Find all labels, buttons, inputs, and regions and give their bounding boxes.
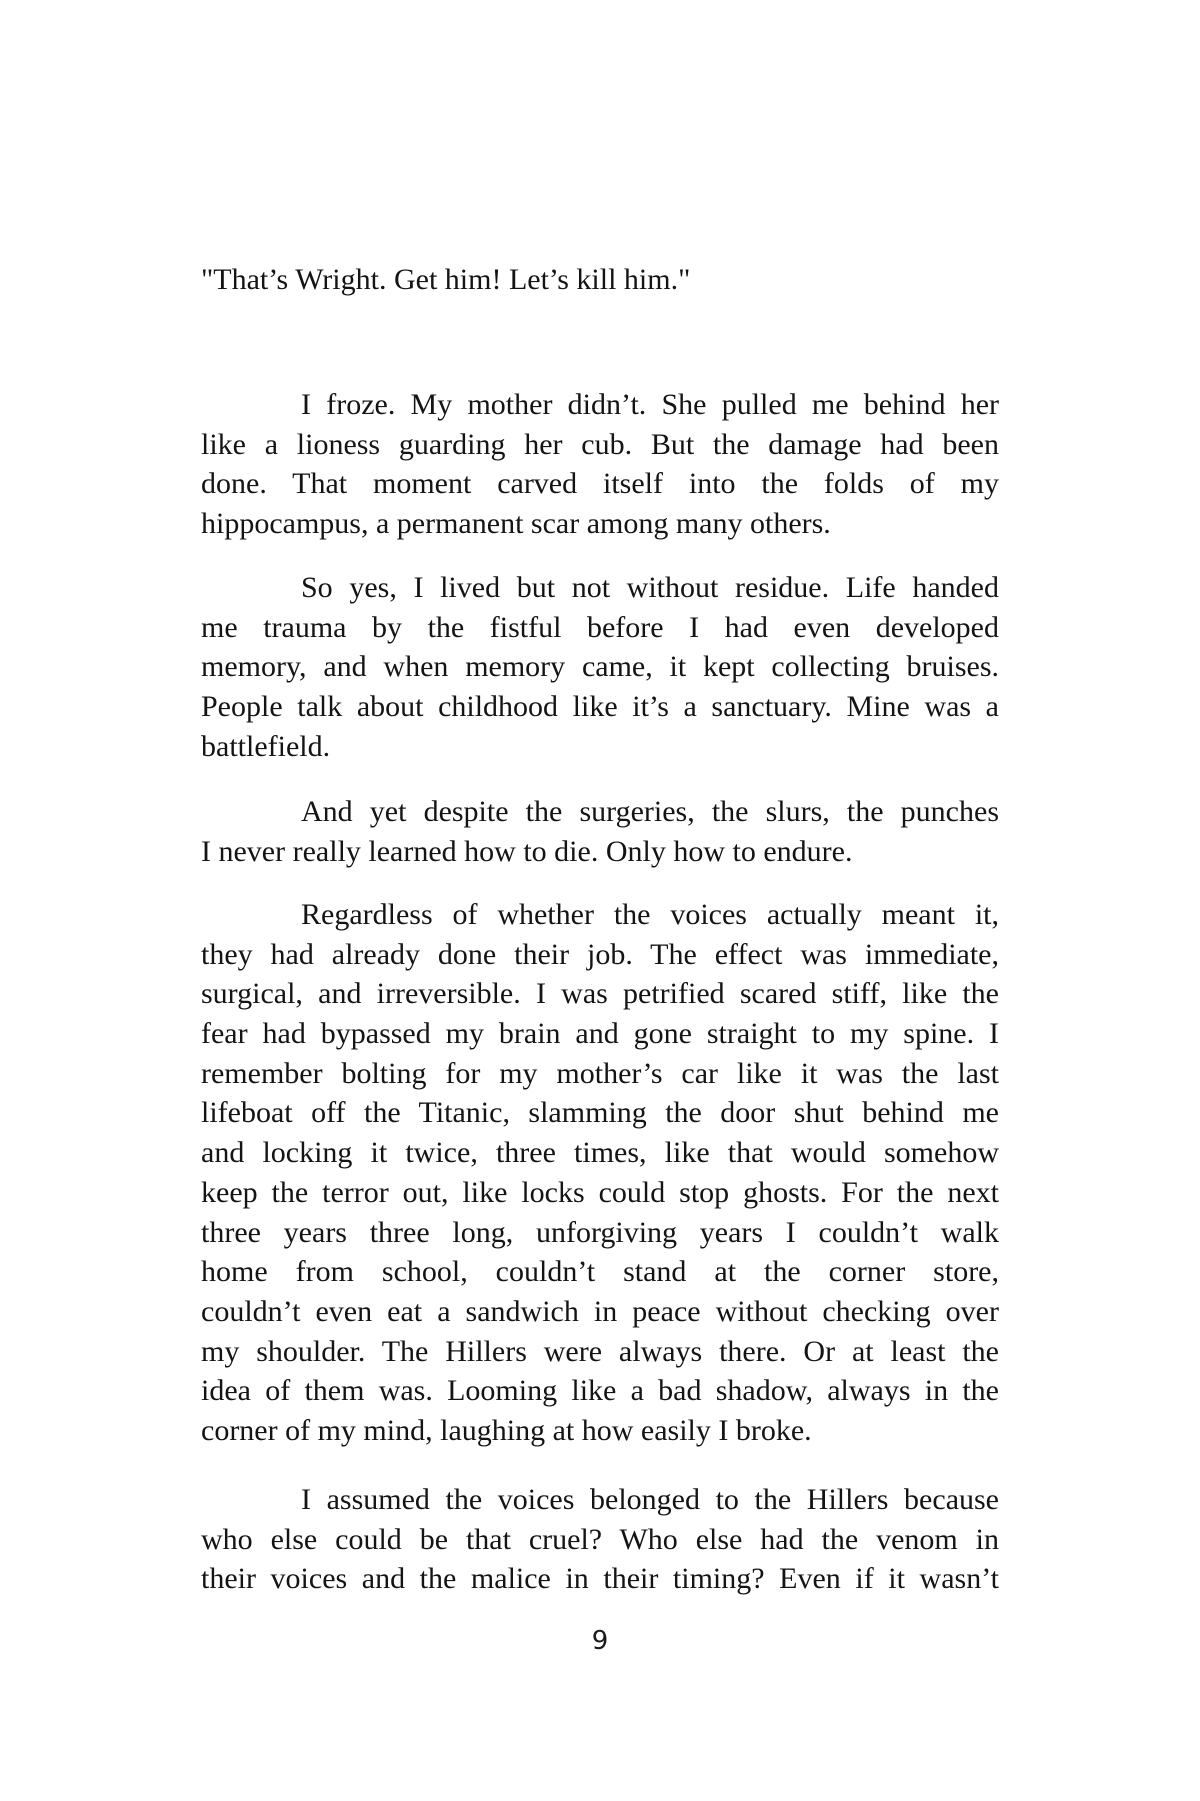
text-line: remember bolting for my mother’s car like it was the last — [201, 1056, 999, 1090]
text-line: who else could be that cruel? Who else had the venom in — [201, 1522, 999, 1556]
text-line: their voices and the malice in their timing? Even if it wasn’t — [201, 1562, 999, 1596]
text-line: fear had bypassed my brain and gone straight to my spine. I — [201, 1017, 999, 1051]
text-line: me trauma by the fistful before I had even developed — [201, 610, 999, 644]
dialogue-line: "That’s Wright. Get him! Let’s kill him." — [201, 263, 691, 296]
text-line: corner of my mind, laughing at how easily I broke. — [201, 1413, 812, 1447]
text-line: like a lioness guarding her cub. But the damage had been — [201, 427, 999, 461]
text-line: done. That moment carved itself into the folds of my — [201, 467, 999, 501]
text-line: Regardless of whether the voices actually meant it, — [301, 898, 999, 931]
text-line: my shoulder. The Hillers were always there. Or at least the — [201, 1334, 999, 1368]
text-line: I assumed the voices belonged to the Hillers because — [301, 1483, 999, 1516]
text-line: couldn’t even eat a sandwich in peace without checking over — [201, 1294, 999, 1328]
text-line: And yet despite the surgeries, the slurs, the punches — [301, 795, 999, 828]
paragraph-3 — [201, 792, 999, 871]
text-line: home from school, couldn’t stand at the corner store, — [201, 1255, 999, 1289]
text-line: and locking it twice, three times, like that would somehow — [201, 1136, 999, 1170]
text-line: hippocampus, a permanent scar among many others. — [201, 507, 831, 541]
text-line: they had already done their job. The effect was immediate, — [201, 937, 999, 971]
text-line: People talk about childhood like it’s a sanctuary. Mine was a — [201, 690, 999, 724]
text-line: three years three long, unforgiving years I couldn’t walk — [201, 1215, 999, 1249]
paragraph-1 — [201, 385, 999, 544]
text-line: idea of them was. Looming like a bad shadow, always in the — [201, 1374, 999, 1408]
text-line: surgical, and irreversible. I was petrified scared stiff, like the — [201, 977, 999, 1011]
page-number: 9 — [591, 1626, 609, 1656]
paragraph-2 — [201, 568, 999, 766]
text-line: keep the terror out, like locks could stop ghosts. For the next — [201, 1175, 999, 1209]
text-line: battlefield. — [201, 729, 331, 763]
text-line: So yes, I lived but not without residue. Life handed — [301, 571, 999, 604]
paragraph-4 — [201, 895, 999, 1451]
text-line: I froze. My mother didn’t. She pulled me behind her — [301, 388, 999, 421]
text-line: lifeboat off the Titanic, slamming the door shut behind me — [201, 1096, 999, 1130]
text-line: I never really learned how to die. Only how to endure. — [201, 834, 853, 868]
paragraph-5 — [201, 1480, 999, 1599]
text-line: memory, and when memory came, it kept collecting bruises. — [201, 650, 999, 684]
